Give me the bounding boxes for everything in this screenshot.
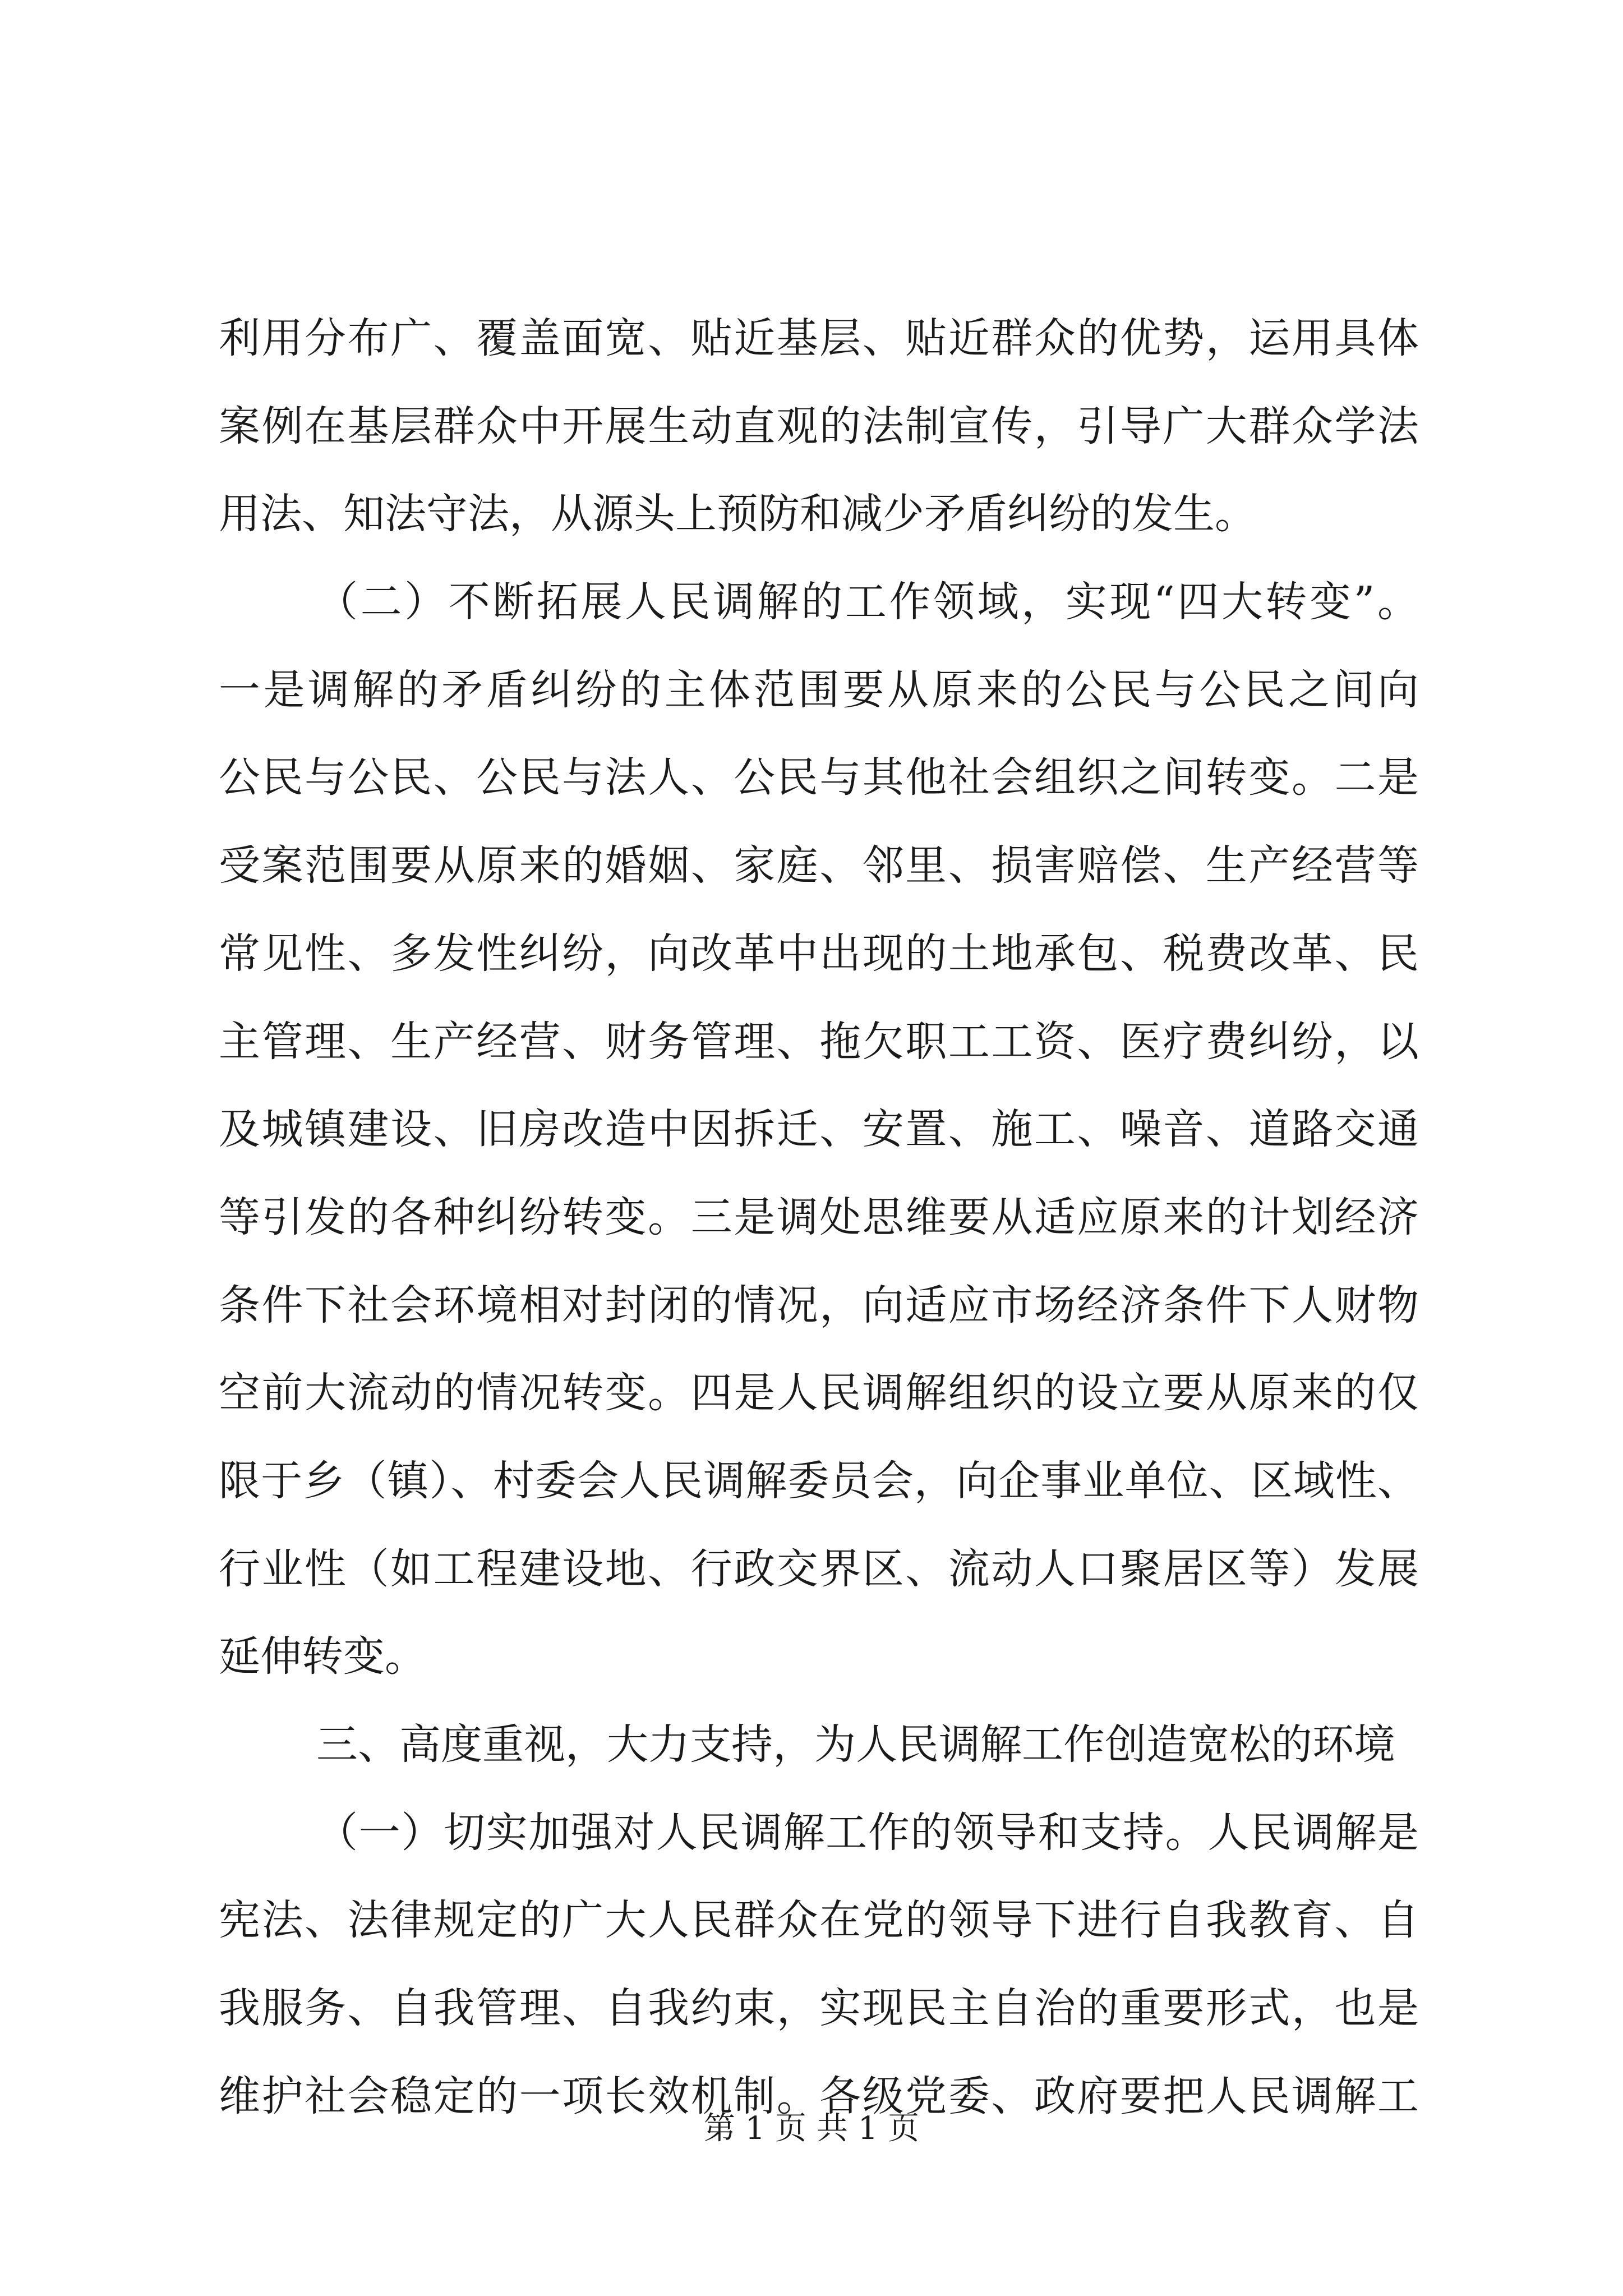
text-line: 等引发的各种纠纷转变。三是调处思维要从适应原来的计划经济 — [219, 1193, 1419, 1241]
text-line: 案例在基层群众中开展生动直观的法制宣传，引导广大群众学法 — [219, 402, 1419, 450]
text-line: 及城镇建设、旧房改造中因拆迁、安置、施工、噪音、道路交通 — [219, 1105, 1419, 1154]
text-line: 空前大流动的情况转变。四是人民调解组织的设立要从原来的仅 — [219, 1369, 1419, 1418]
text-line: 条件下社会环境相对封闭的情况，向适应市场经济条件下人财物 — [219, 1281, 1419, 1329]
section-heading: （一）切实加强对人民调解工作的领导和支持。人民调解是 — [316, 1808, 1419, 1857]
text-line: 延伸转变。 — [219, 1632, 426, 1681]
text-line: 我服务、自我管理、自我约束，实现民主自治的重要形式，也是 — [219, 1984, 1419, 2033]
page-footer: 第 1 页 共 1 页 — [703, 2110, 920, 2147]
text-line: 用法、知法守法，从源头上预防和减少矛盾纠纷的发生。 — [219, 490, 1256, 539]
section-heading: （二）不断拓展人民调解的工作领域，实现“四大转变”。 — [316, 578, 1419, 627]
text-line: 维护社会稳定的一项长效机制。各级党委、政府要把人民调解工 — [219, 2072, 1419, 2120]
text-line: 常见性、多发性纠纷，向改革中出现的土地承包、税费改革、民 — [219, 929, 1419, 978]
body-text — [219, 295, 1419, 2140]
text-line: 公民与公民、公民与法人、公民与其他社会组织之间转变。二是 — [219, 753, 1419, 802]
text-line: 受案范围要从原来的婚姻、家庭、邻里、损害赔偿、生产经营等 — [219, 841, 1419, 890]
text-line: 一是调解的矛盾纠纷的主体范围要从原来的公民与公民之间向 — [219, 665, 1419, 714]
text-line: 利用分布广、覆盖面宽、贴近基层、贴近群众的优势，运用具体 — [219, 314, 1419, 362]
text-line: 宪法、法律规定的广大人民群众在党的领导下进行自我教育、自 — [219, 1896, 1419, 1945]
section-heading: 三、高度重视，大力支持，为人民调解工作创造宽松的环境 — [316, 1720, 1395, 1769]
text-line: 限于乡（镇）、村委会人民调解委员会，向企事业单位、区域性、 — [219, 1456, 1419, 1505]
text-line: 主管理、生产经营、财务管理、拖欠职工工资、医疗费纠纷，以 — [219, 1017, 1419, 1066]
text-line: 行业性（如工程建设地、行政交界区、流动人口聚居区等）发展 — [219, 1544, 1419, 1593]
